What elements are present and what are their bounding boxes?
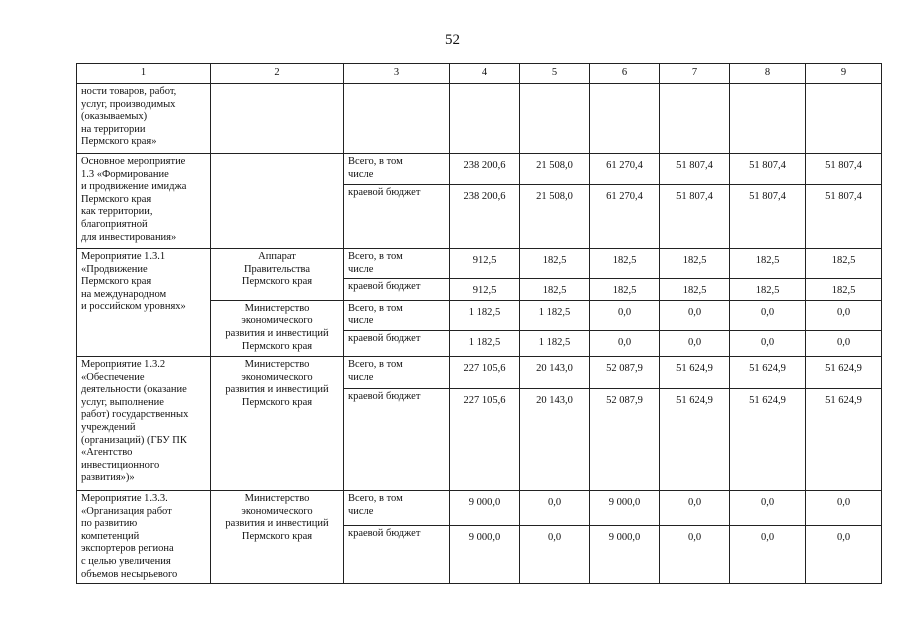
value-cell: 912,5 <box>450 279 520 301</box>
value-cell: 51 807,4 <box>660 185 730 249</box>
value-cell: 51 624,9 <box>730 356 806 388</box>
table-row <box>77 249 882 279</box>
empty-cell <box>730 84 806 154</box>
value-cell: 182,5 <box>590 249 660 279</box>
value-cell: 1 182,5 <box>450 300 520 330</box>
funding-source: Всего, в том числе <box>344 249 450 279</box>
value-cell: 182,5 <box>660 279 730 301</box>
funding-source: краевой бюджет <box>344 525 450 583</box>
value-cell: 238 200,6 <box>450 154 520 185</box>
responsible-cell: Аппарат Правительства Пермского края <box>211 249 344 301</box>
activity-name: ности товаров, работ, услуг, производимых (оказываемых) на территории Пермского края» <box>77 84 211 154</box>
table-row <box>77 154 882 185</box>
empty-cell <box>344 84 450 154</box>
funding-source: краевой бюджет <box>344 185 450 249</box>
header-cell: 4 <box>450 64 520 84</box>
value-cell: 51 807,4 <box>806 185 882 249</box>
header-cell: 1 <box>77 64 211 84</box>
value-cell: 227 105,6 <box>450 356 520 388</box>
value-cell: 21 508,0 <box>520 154 590 185</box>
activity-name: Мероприятие 1.3.2 «Обеспечение деятельности (оказание услуг, выполнение работ) государственных учреждений (организаций) (ГБУ ПК «Агентство инвестиционного развития»)» <box>77 356 211 490</box>
header-cell: 9 <box>806 64 882 84</box>
empty-cell <box>520 84 590 154</box>
table-row <box>77 356 882 388</box>
value-cell: 1 182,5 <box>450 330 520 356</box>
value-cell: 0,0 <box>730 490 806 525</box>
page-number: 52 <box>445 32 460 48</box>
value-cell: 0,0 <box>730 300 806 330</box>
empty-cell <box>806 84 882 154</box>
value-cell: 0,0 <box>806 330 882 356</box>
header-cell: 5 <box>520 64 590 84</box>
value-cell: 61 270,4 <box>590 154 660 185</box>
value-cell: 51 807,4 <box>730 154 806 185</box>
value-cell: 51 807,4 <box>806 154 882 185</box>
activity-name: Мероприятие 1.3.1 «Продвижение Пермского края на международном и российском уровнях» <box>77 249 211 357</box>
value-cell: 20 143,0 <box>520 388 590 490</box>
funding-source: краевой бюджет <box>344 330 450 356</box>
value-cell: 0,0 <box>730 330 806 356</box>
funding-source: Всего, в том числе <box>344 490 450 525</box>
value-cell: 21 508,0 <box>520 185 590 249</box>
value-cell: 0,0 <box>590 300 660 330</box>
value-cell: 0,0 <box>730 525 806 583</box>
value-cell: 51 624,9 <box>806 388 882 490</box>
responsible-cell: Министерство экономического развития и инвестиций Пермского края <box>211 356 344 490</box>
table-row <box>77 490 882 525</box>
value-cell: 52 087,9 <box>590 356 660 388</box>
value-cell: 9 000,0 <box>590 490 660 525</box>
funding-source: Всего, в том числе <box>344 300 450 330</box>
activity-name: Основное мероприятие 1.3 «Формирование и продвижение имиджа Пермского края как территории, благоприятной для инвестирования» <box>77 154 211 249</box>
value-cell: 182,5 <box>520 249 590 279</box>
table-row <box>77 84 882 154</box>
header-row <box>77 64 882 84</box>
value-cell: 0,0 <box>660 300 730 330</box>
value-cell: 912,5 <box>450 249 520 279</box>
value-cell: 1 182,5 <box>520 330 590 356</box>
funding-source: краевой бюджет <box>344 279 450 301</box>
value-cell: 9 000,0 <box>450 525 520 583</box>
value-cell: 182,5 <box>730 279 806 301</box>
value-cell: 0,0 <box>660 490 730 525</box>
empty-cell <box>590 84 660 154</box>
value-cell: 51 807,4 <box>730 185 806 249</box>
value-cell: 51 624,9 <box>730 388 806 490</box>
value-cell: 51 624,9 <box>660 388 730 490</box>
value-cell: 51 624,9 <box>660 356 730 388</box>
value-cell: 0,0 <box>520 525 590 583</box>
activity-name: Мероприятие 1.3.3. «Организация работ по развитию компетенций экспортеров региона с целью увеличения объемов несырьевого <box>77 490 211 583</box>
responsible-cell: Министерство экономического развития и инвестиций Пермского края <box>211 300 344 356</box>
value-cell: 182,5 <box>520 279 590 301</box>
empty-cell <box>211 84 344 154</box>
value-cell: 9 000,0 <box>590 525 660 583</box>
value-cell: 182,5 <box>660 249 730 279</box>
value-cell: 0,0 <box>660 525 730 583</box>
value-cell: 51 624,9 <box>806 356 882 388</box>
value-cell: 227 105,6 <box>450 388 520 490</box>
value-cell: 182,5 <box>806 249 882 279</box>
value-cell: 61 270,4 <box>590 185 660 249</box>
value-cell: 182,5 <box>730 249 806 279</box>
value-cell: 182,5 <box>806 279 882 301</box>
funding-source: краевой бюджет <box>344 388 450 490</box>
value-cell: 238 200,6 <box>450 185 520 249</box>
header-cell: 3 <box>344 64 450 84</box>
value-cell: 0,0 <box>660 330 730 356</box>
value-cell: 1 182,5 <box>520 300 590 330</box>
header-cell: 6 <box>590 64 660 84</box>
value-cell: 182,5 <box>590 279 660 301</box>
empty-cell <box>660 84 730 154</box>
table-body <box>77 64 882 584</box>
responsible-cell: Министерство экономического развития и инвестиций Пермского края <box>211 490 344 583</box>
value-cell: 51 807,4 <box>660 154 730 185</box>
funding-source: Всего, в том числе <box>344 154 450 185</box>
value-cell: 20 143,0 <box>520 356 590 388</box>
header-cell: 2 <box>211 64 344 84</box>
value-cell: 0,0 <box>806 300 882 330</box>
responsible-cell <box>211 154 344 249</box>
value-cell: 0,0 <box>806 490 882 525</box>
empty-cell <box>450 84 520 154</box>
budget-table <box>76 63 882 584</box>
header-cell: 8 <box>730 64 806 84</box>
value-cell: 0,0 <box>520 490 590 525</box>
value-cell: 0,0 <box>806 525 882 583</box>
value-cell: 52 087,9 <box>590 388 660 490</box>
header-cell: 7 <box>660 64 730 84</box>
value-cell: 0,0 <box>590 330 660 356</box>
funding-source: Всего, в том числе <box>344 356 450 388</box>
value-cell: 9 000,0 <box>450 490 520 525</box>
